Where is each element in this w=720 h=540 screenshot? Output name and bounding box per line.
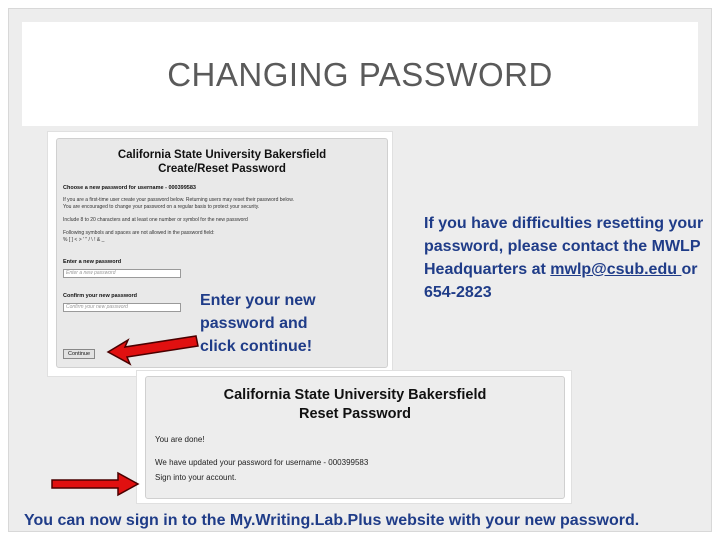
- include-rule-line: Include 8 to 20 characters and at least one number or symbol for the new password: [63, 217, 248, 223]
- updated-message: We have updated your password for username - 000399583: [155, 458, 369, 467]
- symbols-chars: % [ ] < > ' " / \ ! & _: [63, 237, 105, 243]
- red-arrow-left-icon: [108, 330, 198, 362]
- reset-password-heading: Reset Password: [298, 406, 412, 422]
- help-email-link[interactable]: mwlp@csub.edu: [550, 261, 682, 278]
- university-heading: California State University Bakersfield: [117, 149, 327, 161]
- symbols-rule-line: Following symbols and spaces are not allowed in the password field:: [63, 230, 215, 236]
- reset-done-screenshot: [137, 371, 571, 503]
- sign-in-link[interactable]: Sign into your account.: [155, 473, 237, 482]
- enter-password-note: Enter your new password and click continue!: [200, 292, 316, 355]
- reset-done-panel: [145, 376, 565, 499]
- university-heading-2: California State University Bakersfield: [223, 387, 487, 403]
- confirm-password-input[interactable]: Confirm your new password: [63, 303, 181, 312]
- enter-password-label: Enter a new password: [63, 259, 122, 265]
- instruction-line-2: You are encouraged to change your password on a regular basis to protect your security.: [63, 204, 260, 210]
- new-password-input[interactable]: Enter a new password: [63, 269, 181, 278]
- confirm-password-label: Confirm your new password: [63, 293, 137, 299]
- done-message: You are done!: [155, 435, 205, 444]
- instruction-line-1: If you are a first-time user create your password below. Returning users may reset their password below.: [63, 197, 294, 203]
- red-arrow-right-icon: [52, 472, 142, 498]
- sign-in-instruction: You can now sign in to the My.Writing.Lab.Plus website with your new password.: [24, 512, 640, 529]
- create-reset-heading: Create/Reset Password: [158, 163, 286, 175]
- help-note-text: If you have difficulties resetting your password, please contact the MWLP Headquarters at: [424, 215, 704, 278]
- help-phone: or 654-2823: [424, 261, 698, 301]
- slide-title: CHANGING PASSWORD: [167, 56, 553, 93]
- choose-password-line: Choose a new password for username - 000399583: [63, 185, 196, 191]
- help-note: [424, 212, 714, 304]
- continue-button[interactable]: Continue: [63, 349, 95, 359]
